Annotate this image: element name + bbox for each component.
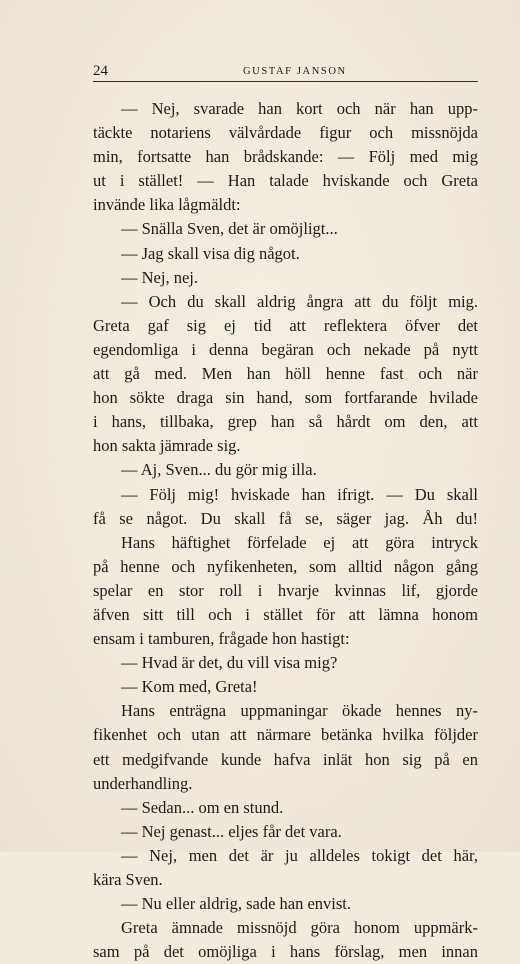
text-line: få se något. Du skall få se, säger jag. Åh du! xyxy=(93,508,478,528)
text-line: Hans enträgna uppmaningar ökade hennes ny- xyxy=(121,701,478,721)
text-line: fikenhet och utan att närmare betänka hvilka följder xyxy=(93,725,478,745)
text-line: — Aj, Sven... du gör mig illa. xyxy=(121,460,317,480)
text-line: — Sedan... om en stund. xyxy=(121,797,284,817)
text-line: Greta gaf sig ej tid att reflektera öfver det xyxy=(93,315,478,335)
text-line: täckte notariens välvårdade figur och missnöjda xyxy=(93,123,478,143)
text-line: Hans häftighet förfelade ej att göra intryck xyxy=(121,532,478,552)
text-line: spelar en stor roll i hvarje kvinnas lif, gjorde xyxy=(93,580,478,600)
text-line: kära Sven. xyxy=(93,870,163,889)
text-line: hon sakta jämrade sig. xyxy=(93,436,241,456)
page-header xyxy=(93,62,478,80)
text-line: — Nej, nej. xyxy=(121,267,198,287)
page-number: 24 xyxy=(93,63,108,79)
text-line: ut i stället! — Han talade hviskande och Greta xyxy=(93,171,478,191)
text-line: på henne och nyfikenheten, som alltid någon gång xyxy=(93,556,478,576)
text-line: Greta ämnade missnöjd göra honom uppmärk- xyxy=(121,918,478,938)
text-line: — Och du skall aldrig ångra att du följt mig. xyxy=(121,291,478,311)
text-line: äfven sitt till och i stället för att lämna honom xyxy=(93,604,478,624)
text-line: — Nej, svarade han kort och när han upp- xyxy=(121,99,478,118)
body-text xyxy=(93,97,478,964)
text-line: i hans, tillbaka, grep han så hårdt om den, att xyxy=(93,412,478,432)
text-line: ensam i tamburen, frågade hon hastigt: xyxy=(93,629,350,649)
running-head: GUSTAF JANSON xyxy=(243,66,347,77)
text-line: hon sökte draga sin hand, som fortfarande hvilade xyxy=(93,388,478,408)
text-line: min, fortsatte han brådskande: — Följ med mig xyxy=(93,147,478,167)
text-line: sam på det omöjliga i hans förslag, men innan xyxy=(93,942,478,962)
text-line: — Hvad är det, du vill visa mig? xyxy=(121,653,338,673)
text-line: underhandling. xyxy=(93,773,193,793)
text-line: invände lika lågmäldt: xyxy=(93,195,241,215)
text-line: ett medgifvande kunde hafva inlät hon sig på en xyxy=(93,749,478,769)
text-line: — Följ mig! hviskade han ifrigt. — Du skall xyxy=(121,484,478,504)
text-line: — Nej, men det är ju alldeles tokigt det här, xyxy=(121,845,478,865)
header-rule xyxy=(93,81,478,82)
text-line: — Kom med, Greta! xyxy=(121,677,258,697)
text-line: — Snälla Sven, det är omöjligt... xyxy=(121,219,338,239)
text-line: — Nej genast... eljes får det vara. xyxy=(121,821,342,841)
text-line: att gå med. Men han höll henne fast och när xyxy=(93,364,478,384)
text-line: — Nu eller aldrig, sade han envist. xyxy=(121,894,352,914)
text-line: — Jag skall visa dig något. xyxy=(121,243,300,263)
text-line: egendomliga i denna begäran och nekade på nytt xyxy=(93,339,478,359)
